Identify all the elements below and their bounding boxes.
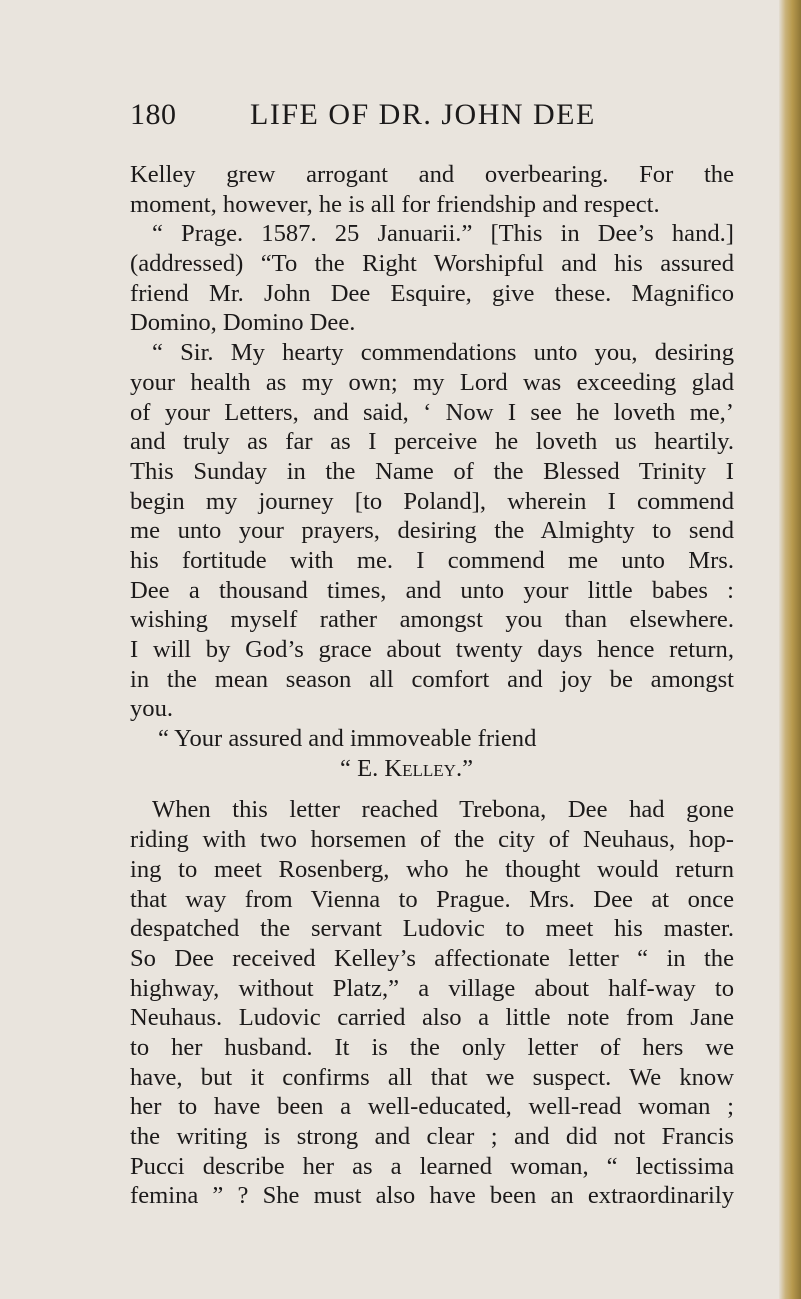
- text-line: When this letter reached Trebona, Dee had gone: [152, 796, 734, 824]
- running-title: LIFE OF DR. JOHN DEE: [250, 98, 596, 131]
- text-line: femina ” ? She must also have been an extraordinarily: [130, 1182, 734, 1210]
- body-text: [130, 160, 734, 1211]
- text-line: and truly as far as I perceive he loveth us heartily.: [130, 428, 734, 456]
- text-line: me unto your prayers, desiring the Almighty to send: [130, 517, 734, 545]
- text-line: moment, however, he is all for friendship and respect.: [130, 190, 660, 218]
- text-line: have, but it confirms all that we suspect. We know: [130, 1063, 734, 1091]
- page-binding-edge: [779, 0, 801, 1299]
- text-line: in the mean season all comfort and joy be amongst: [130, 665, 734, 693]
- text-line: Kelley grew arrogant and overbearing. For the: [130, 161, 734, 188]
- text-line: wishing myself rather amongst you than elsewhere.: [130, 606, 734, 634]
- text-line: So Dee received Kelley’s affectionate letter “ in the: [130, 944, 734, 972]
- text-line: Dee a thousand times, and unto your little babes :: [130, 576, 734, 604]
- text-line: Neuhaus. Ludovic carried also a little note from Jane: [130, 1004, 734, 1032]
- text-line: Domino, Domino Dee.: [130, 309, 356, 337]
- text-line: his fortitude with me. I commend me unto Mrs.: [130, 546, 734, 574]
- text-line: (addressed) “To the Right Worshipful and his assured: [130, 250, 734, 278]
- paragraph-gap: [130, 783, 734, 795]
- text-line: you.: [130, 695, 174, 723]
- text-line: “ Prage. 1587. 25 Januarii.” [This in Dee’s hand.]: [152, 220, 734, 248]
- text-line: “ Sir. My hearty commendations unto you, desiring: [152, 339, 734, 367]
- text-line: ing to meet Rosenberg, who he thought would return: [130, 855, 734, 883]
- text-line: to her husband. It is the only letter of hers we: [130, 1033, 734, 1061]
- text-line: despatched the servant Ludovic to meet his master.: [130, 915, 734, 943]
- letter-closing: “ Your assured and immoveable friend: [158, 725, 537, 753]
- text-line: I will by God’s grace about twenty days hence return,: [130, 636, 734, 663]
- page-header: [130, 98, 730, 138]
- text-line: This Sunday in the Name of the Blessed Trinity I: [130, 457, 734, 485]
- text-line: begin my journey [to Poland], wherein I commend: [130, 487, 734, 515]
- text-line: Pucci describe her as a learned woman, “ lectissima: [130, 1152, 734, 1180]
- text-line: the writing is strong and clear ; and did not Francis: [130, 1123, 734, 1150]
- text-line: riding with two horsemen of the city of Neuhaus, hop-: [130, 826, 734, 854]
- text-line: that way from Vienna to Prague. Mrs. Dee at once: [130, 885, 734, 913]
- text-line: her to have been a well-educated, well-read woman ;: [130, 1093, 734, 1121]
- letter-signature: “ E. Kelley.”: [340, 754, 474, 782]
- text-line: your health as my own; my Lord was exceeding glad: [130, 368, 734, 396]
- text-line: highway, without Platz,” a village about half-way to: [130, 974, 734, 1002]
- page-number: 180: [130, 98, 177, 131]
- text-line: friend Mr. John Dee Esquire, give these. Magnifico: [130, 279, 734, 307]
- text-line: of your Letters, and said, ‘ Now I see he loveth me,’: [130, 398, 734, 426]
